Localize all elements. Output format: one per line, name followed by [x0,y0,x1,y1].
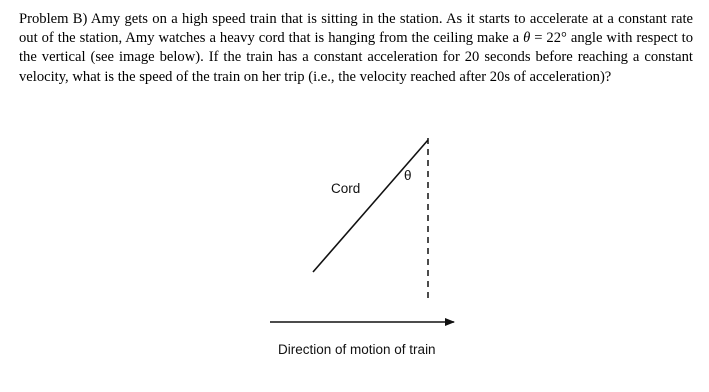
theta-angle-label: θ [404,168,412,183]
cord-label: Cord [331,181,361,196]
problem-sentence-2: angle with respect to the vertical (see image below). If the train has a constant acceleration for 20 seconds before reaching a constant velocity, what is the speed of the train on her trip (i.e., the velocity reached after 20s of acceleration)? [19,30,693,85]
angle-value: = 22° [530,30,567,47]
problem-sentence-1: Amy gets on a high speed train that is sitting in the station. As it starts to accelerate at a constant rate out of the station, Amy watches a heavy cord that is hanging from the ceiling make a [19,11,693,47]
direction-label: Direction of motion of train [278,342,436,357]
theta-symbol: θ [523,30,531,47]
cord-line [313,140,428,272]
problem-label: Problem B) [19,11,88,27]
